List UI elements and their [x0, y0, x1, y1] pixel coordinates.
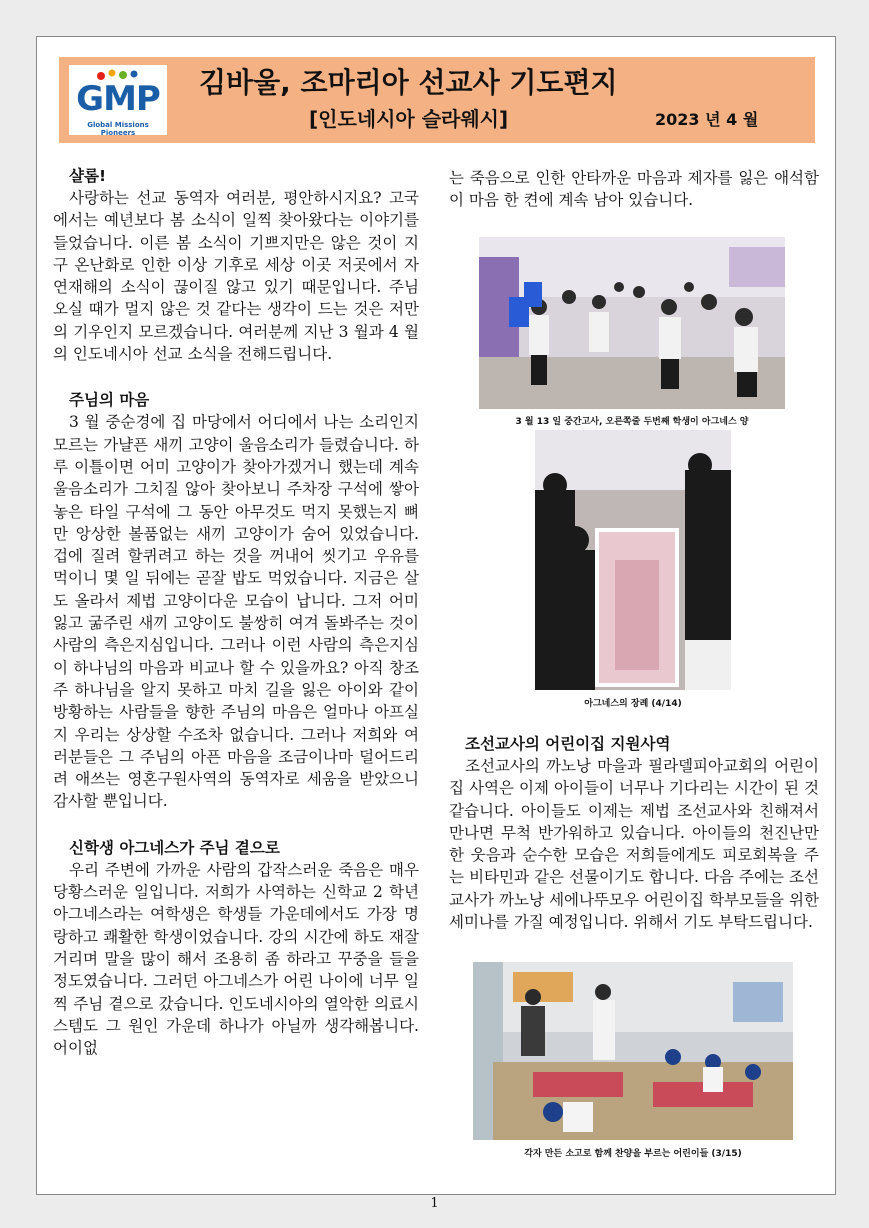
photo-exam-classroom [479, 237, 785, 409]
right-column-top [449, 167, 819, 212]
caption-children: 각자 만든 소고로 함께 찬양을 부르는 어린이들 (3/15) [524, 1149, 742, 1159]
logo-subtitle: Global Missions Pioneers [87, 121, 149, 137]
photo-children-singing [473, 962, 793, 1140]
photo-funeral [535, 430, 731, 690]
letter-date: 2023 년 4 월 [655, 110, 759, 129]
greeting: 샬롬! [69, 167, 107, 185]
continued-paragraph: 는 죽음으로 인한 안타까운 마음과 제자를 잃은 애석함이 마음 한 켠에 계속 남아 있습니다. [449, 169, 819, 210]
agnes-paragraph: 우리 주변에 가까운 사람의 갑작스러운 죽음은 매우 당황스러운 일입니다. 저희가 사역하는 신학교 2 학년 아그네스라는 여학생은 학생들 가운데에서도 가장 명랑하고 쾌활한 학생이었습니다. 강의 시간에 하도 재잘거리며 말을 많이 해서 조용히 좀 하라고 꾸중을 들을 정도였습니다. 그러던 아그네스가 어린 나이에 너무 일찍 주님 곁으로 갔습니다. 인도네시아의 열악한 의료시스템도 그 원인 가운데 하나가 아닐까 생각해봅니다. 어이없 [53, 860, 419, 1058]
section-heading-agnes: 신학생 아그네스가 주님 곁으로 [69, 838, 280, 857]
caption-funeral: 아그네스의 장례 (4/14) [584, 699, 682, 709]
logo-text: GMP [76, 79, 160, 119]
page-number: 1 [430, 1196, 439, 1211]
letter-subtitle: [인도네시아 슬라웨시] [309, 107, 509, 131]
header-banner [59, 57, 815, 143]
lords-heart-paragraph: 3 월 중순경에 집 마당에서 어디에서 나는 소리인지 모르는 가냘픈 새끼 고양이 울음소리가 들렸습니다. 하루 이틀이면 어미 고양이가 찾아가겠거니 했는데 계속 울음소리가 그치질 않아 찾아보니 주차장 구석에 쌓아 놓은 타일 구석에 그 동안 아무것도 먹지 못했는지 뼈만 앙상한 볼품없는 새끼 고양이가 숨어 있었습니다. 겁에 질려 할퀴려고 하는 것을 꺼내어 씻기고 우유를 먹이니 몇 일 뒤에는 곧잘 밥도 먹었습니다. 지금은 살도 올라서 제법 고양이다운 모습이 납니다. 그저 어미 잃고 굶주린 새끼 고양이도 불쌍히 여겨 돌봐주는 것이 사람의 측은지심입니다. 그러나 이런 사람의 측은지심이 하나님의 마음과 비교나 할 수 있을까요? 아직 창조주 하나님을 알지 못하고 마치 길을 잃은 아이와 같이 방황하는 사람들을 향한 주님의 마음은 얼마나 아프실지 우리는 상상할 수조차 없습니다. 그러나 저희와 여러분들은 그 주님의 아픈 마음을 조금이나마 덜어드리려 애쓰는 영혼구원사역의 동역자로 세움을 받았으니 감사할 뿐입니다. [53, 413, 419, 811]
caption-exam: 3 월 13 일 중간고사, 오른쪽줄 두번째 학생이 아그네스 양 [515, 417, 749, 427]
section-heading-lords-heart: 주님의 마음 [69, 391, 150, 410]
letter-title: 김바울, 조마리아 선교사 기도편지 [199, 66, 618, 99]
section-heading-daycare: 조선교사의 어린이집 지원사역 [465, 735, 671, 753]
right-column-bottom [449, 733, 819, 933]
left-column [53, 165, 419, 1059]
letter-page [36, 36, 836, 1195]
intro-paragraph: 사랑하는 선교 동역자 여러분, 평안하시지요? 고국에서는 예년보다 봄 소식이 일찍 찾아왔다는 이야기를 들었습니다. 이른 봄 소식이 기쁘지만은 않은 것이 지구 온난화로 인한 이상 기후로 세상 이곳 저곳에서 자연재해의 소식이 끊이질 않고 있기 때문입니다. 주님 오실 때가 멀지 않은 것 같다는 생각이 드는 것은 저만의 기우인지 모르겠습니다. 여러분께 지난 3 월과 4 월의 인도네시아 선교 소식을 전해드립니다. [53, 189, 419, 364]
daycare-paragraph: 조선교사의 까노낭 마을과 필라델피아교회의 어린이집 사역은 이제 아이들이 너무나 기다리는 시간이 된 것 같습니다. 아이들도 이제는 제법 조선교사와 친해져서 만나면 무척 반가워하고 있습니다. 아이들의 천진난만한 웃음과 순수한 모습은 저희들에게도 피로회복을 주는 비타민과 같은 선물이기도 합니다. 다음 주에는 조선교사가 까노낭 세에나뚜모우 어린이집 학부모들을 위한 세미나를 가질 예정입니다. 위해서 기도 부탁드립니다. [449, 757, 819, 932]
gmp-logo [69, 65, 167, 135]
